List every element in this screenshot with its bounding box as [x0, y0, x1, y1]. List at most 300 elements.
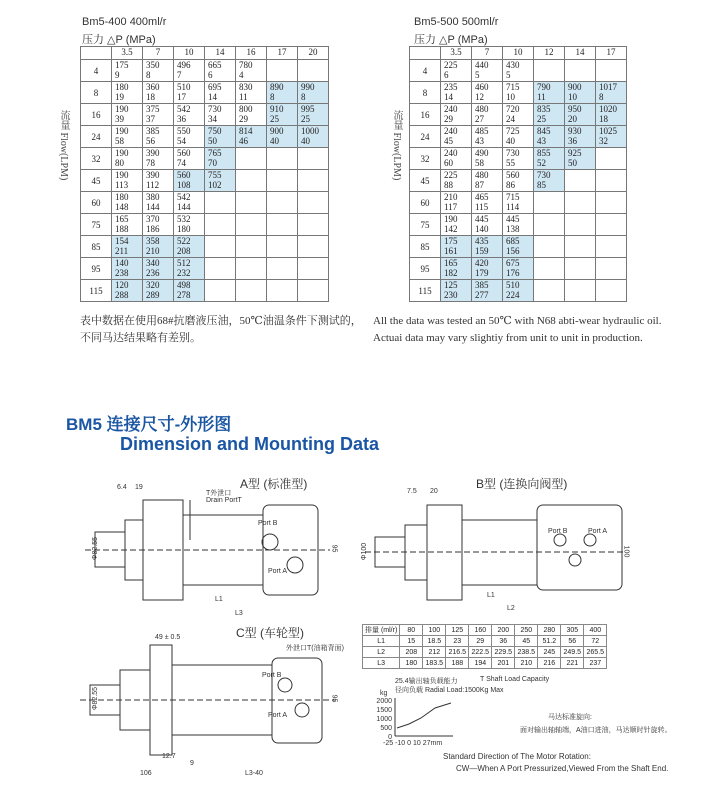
torque-value: 78 [146, 158, 155, 168]
torque-value: 56 [146, 136, 155, 146]
drawing-a-d2: 19 [135, 484, 143, 491]
table-cell [236, 170, 267, 192]
table2-flow-axis: 流量 Flow(LPM) [391, 110, 402, 181]
table-cell [472, 82, 503, 104]
speed-value: 460 [475, 82, 489, 92]
drawing-a-l3: L3 [235, 610, 243, 617]
torque-value: 8 [270, 92, 275, 102]
dim-cell: 229.5 [492, 647, 515, 658]
drawing-c [80, 640, 340, 760]
drawing-c-port-b: Port B [262, 672, 282, 679]
table-row [410, 60, 627, 82]
table-cell [534, 148, 565, 170]
speed-value: 730 [506, 148, 520, 158]
table-cell [441, 236, 472, 258]
drawing-b-title: B型 (连换向阀型) [476, 477, 568, 491]
table-cell [236, 60, 267, 82]
table-cell [441, 126, 472, 148]
speed-value: 765 [208, 148, 222, 158]
caption-cn: 表中数据在使用68#抗磨液压油，50℃油温条件下测试的，不同马达结果略有差别。 [80, 315, 362, 344]
torque-value: 6 [208, 70, 213, 80]
torque-value: 60 [444, 158, 453, 168]
torque-value: 25 [537, 114, 546, 124]
torque-value: 18 [599, 114, 608, 124]
flow-header: 95 [410, 258, 441, 280]
drawing-b-d1: 7.5 [407, 488, 417, 495]
speed-value: 715 [506, 192, 520, 202]
table-cell [112, 214, 143, 236]
table-cell [596, 214, 627, 236]
speed-value: 490 [475, 148, 489, 158]
torque-value: 138 [506, 224, 520, 234]
dim-cell: 51.2 [538, 636, 561, 647]
torque-value: 7 [177, 70, 182, 80]
speed-value: 140 [115, 258, 129, 268]
drawing-a-dia: Φ82.55 [92, 536, 100, 561]
table-cell [596, 192, 627, 214]
table-row [410, 192, 627, 214]
table-cell [503, 258, 534, 280]
torque-value: 29 [444, 114, 453, 124]
load-x-tick: 0 [407, 740, 412, 747]
speed-value: 845 [537, 126, 551, 136]
speed-value: 1020 [599, 104, 617, 114]
table-cell [503, 192, 534, 214]
torque-value: 182 [444, 268, 458, 278]
torque-value: 238 [115, 268, 129, 278]
speed-value: 512 [177, 258, 191, 268]
table-cell [112, 82, 143, 104]
dim-cell: 216.5 [446, 647, 469, 658]
table-cell [534, 258, 565, 280]
speed-value: 190 [115, 126, 129, 136]
dim-cell: 216 [538, 658, 561, 669]
table-cell [472, 170, 503, 192]
dim-cell: L1 [363, 636, 400, 647]
table-cell [534, 236, 565, 258]
dim-cell: 249.5 [561, 647, 584, 658]
table-row [410, 236, 627, 258]
speed-value: 390 [146, 170, 160, 180]
table-row [81, 126, 329, 148]
dim-cell: 194 [469, 658, 492, 669]
torque-value: 236 [146, 268, 160, 278]
table-cell [534, 170, 565, 192]
table-row [410, 258, 627, 280]
speed-value: 830 [239, 82, 253, 92]
table-cell [174, 192, 205, 214]
dim-cell: 221 [561, 658, 584, 669]
speed-value: 350 [146, 60, 160, 70]
dim-row [363, 647, 607, 658]
drawing-b-l1: L1 [487, 592, 495, 599]
torque-value: 210 [146, 246, 160, 256]
speed-value: 190 [115, 148, 129, 158]
torque-value: 87 [475, 180, 484, 190]
table-cell [472, 214, 503, 236]
table-cell [472, 280, 503, 302]
torque-value: 37 [146, 114, 155, 124]
table-cell [565, 280, 596, 302]
pressure-header: 10 [174, 47, 205, 60]
table-cell [503, 126, 534, 148]
table-cell [565, 170, 596, 192]
torque-value: 32 [599, 136, 608, 146]
table-cell [143, 192, 174, 214]
flow-header: 85 [81, 236, 112, 258]
load-y-tick: 0 [388, 734, 392, 741]
torque-value: 54 [177, 136, 186, 146]
dim-header: 125 [446, 625, 469, 636]
torque-value: 112 [146, 180, 160, 190]
table-cell [236, 236, 267, 258]
flow-header: 60 [81, 192, 112, 214]
speed-value: 925 [568, 148, 582, 158]
torque-value: 8 [146, 70, 151, 80]
table-cell [143, 280, 174, 302]
speed-value: 125 [444, 280, 458, 290]
torque-value: 102 [208, 180, 222, 190]
table-cell [596, 258, 627, 280]
torque-value: 208 [177, 246, 191, 256]
torque-value: 45 [444, 136, 453, 146]
torque-value: 159 [475, 246, 489, 256]
torque-value: 46 [239, 136, 248, 146]
speed-value: 225 [444, 170, 458, 180]
flow-header: 8 [81, 82, 112, 104]
torque-value: 6 [444, 70, 449, 80]
speed-value: 750 [208, 126, 222, 136]
dim-row [363, 636, 607, 647]
table-cell [205, 236, 236, 258]
table-cell [143, 214, 174, 236]
table-cell [236, 280, 267, 302]
speed-value: 485 [475, 126, 489, 136]
table-cell [174, 82, 205, 104]
table-cell [596, 280, 627, 302]
speed-value: 435 [475, 236, 489, 246]
table2-pressure-label: 压力 △P (MPa) [414, 34, 488, 46]
speed-value: 715 [506, 82, 520, 92]
torque-value: 27 [475, 114, 484, 124]
table-cell [298, 104, 329, 126]
table-cell [441, 280, 472, 302]
table-cell [441, 148, 472, 170]
speed-value: 930 [568, 126, 582, 136]
table-cell [267, 214, 298, 236]
dim-header: 250 [515, 625, 538, 636]
torque-value: 140 [475, 224, 489, 234]
torque-value: 55 [506, 158, 515, 168]
table-row [81, 170, 329, 192]
table-row [81, 60, 329, 82]
drawing-c-d4: 106 [140, 770, 152, 777]
dim-header: 280 [538, 625, 561, 636]
table-cell [174, 60, 205, 82]
torque-value: 8 [599, 92, 604, 102]
drawing-c-d5: L3-40 [245, 770, 263, 777]
table-cell [298, 258, 329, 280]
dim-header: 305 [561, 625, 584, 636]
table-row [410, 104, 627, 126]
torque-value: 58 [115, 136, 124, 146]
drawing-c-drain: 外泄口T(油箱背面) [286, 645, 344, 652]
torque-value: 40 [506, 136, 515, 146]
speed-value: 180 [115, 192, 129, 202]
torque-value: 25 [270, 114, 279, 124]
speed-value: 695 [208, 82, 222, 92]
table-cell [441, 214, 472, 236]
speed-value: 440 [475, 60, 489, 70]
flow-header: 32 [81, 148, 112, 170]
speed-value: 1025 [599, 126, 617, 136]
speed-value: 175 [444, 236, 458, 246]
speed-value: 995 [301, 104, 315, 114]
speed-value: 730 [537, 170, 551, 180]
load-x-tick: -25 [383, 740, 394, 747]
table-cell [205, 104, 236, 126]
speed-value: 165 [444, 258, 458, 268]
table-cell [143, 236, 174, 258]
dim-cell: 245 [538, 647, 561, 658]
drawing-b-port-b: Port B [548, 528, 568, 535]
speed-value: 550 [177, 126, 191, 136]
flow-header: 60 [410, 192, 441, 214]
load-y-tick: 1500 [376, 707, 392, 714]
speed-value: 358 [146, 236, 160, 246]
speed-value: 910 [270, 104, 284, 114]
table-cell [267, 82, 298, 104]
torque-value: 85 [537, 180, 546, 190]
torque-value: 40 [270, 136, 279, 146]
speed-value: 480 [475, 170, 489, 180]
dim-cell: 210 [515, 658, 538, 669]
table-cell [205, 280, 236, 302]
speed-value: 385 [146, 126, 160, 136]
torque-value: 142 [444, 224, 458, 234]
speed-value: 190 [115, 170, 129, 180]
dim-header: 排量 (ml/r) [363, 625, 400, 636]
speed-value: 730 [208, 104, 222, 114]
table-cell [205, 192, 236, 214]
drawing-c-title: C型 (车轮型) [236, 626, 304, 640]
torque-value: 18 [146, 92, 155, 102]
speed-value: 835 [537, 104, 551, 114]
torque-value: 52 [537, 158, 546, 168]
dim-cell: 212 [423, 647, 446, 658]
load-x-tick: -10 [395, 740, 406, 747]
dim-cell: 29 [469, 636, 492, 647]
load-x-ticks [383, 740, 442, 747]
speed-value: 480 [475, 104, 489, 114]
torque-value: 8 [301, 92, 306, 102]
drawing-c-d1: 49 ± 0.5 [155, 634, 181, 641]
torque-value: 289 [146, 290, 160, 300]
speed-value: 240 [444, 126, 458, 136]
flow-header: 16 [81, 104, 112, 126]
load-y-ticks [372, 697, 392, 742]
table-cell [503, 214, 534, 236]
speed-value: 380 [146, 192, 160, 202]
drawing-c-dia: Φ82.55 [92, 686, 100, 711]
table-cell [267, 258, 298, 280]
table-cell [298, 214, 329, 236]
dim-header: 200 [492, 625, 515, 636]
torque-value: 58 [475, 158, 484, 168]
table-cell [205, 126, 236, 148]
pressure-header: 14 [565, 47, 596, 60]
dim-cell: 238.5 [515, 647, 538, 658]
speed-value: 720 [506, 104, 520, 114]
table-cell [503, 280, 534, 302]
pressure-header: 12 [534, 47, 565, 60]
speed-value: 430 [506, 60, 520, 70]
table-row [81, 148, 329, 170]
table-cell [596, 104, 627, 126]
torque-value: 144 [177, 202, 191, 212]
speed-value: 890 [270, 82, 284, 92]
table-row [81, 258, 329, 280]
flow-header: 32 [410, 148, 441, 170]
torque-value: 20 [568, 114, 577, 124]
table-cell [441, 192, 472, 214]
speed-value: 542 [177, 192, 191, 202]
caption-en: All the data was tested an 50℃ with N68 abti-wear hydraulic oil. Actuai data may vary slightiy from unit to unit in production. [373, 315, 662, 344]
table-cell [534, 82, 565, 104]
dim-row [363, 658, 607, 669]
table-cell [143, 82, 174, 104]
speed-value: 755 [208, 170, 222, 180]
speed-value: 855 [537, 148, 551, 158]
flow-header: 115 [81, 280, 112, 302]
torque-value: 25 [301, 114, 310, 124]
load-x-tick: 27mm [422, 740, 443, 747]
speed-value: 320 [146, 280, 160, 290]
speed-value: 800 [239, 104, 253, 114]
torque-value: 117 [444, 202, 458, 212]
torque-value: 24 [506, 114, 515, 124]
dim-cell: 201 [492, 658, 515, 669]
table-cell [441, 82, 472, 104]
torque-value: 50 [208, 136, 217, 146]
drawing-b-h: 100 [622, 545, 630, 558]
table-cell [596, 170, 627, 192]
speed-value: 360 [146, 82, 160, 92]
table-row [410, 126, 627, 148]
table-cell [174, 126, 205, 148]
table-row [81, 280, 329, 302]
dim-cell: 183.5 [423, 658, 446, 669]
speed-value: 790 [537, 82, 551, 92]
speed-value: 522 [177, 236, 191, 246]
flow-header: 95 [81, 258, 112, 280]
table-cell [112, 148, 143, 170]
flow-header: 8 [410, 82, 441, 104]
table-cell [236, 104, 267, 126]
drawing-b [365, 495, 625, 615]
dim-header: 400 [584, 625, 607, 636]
speed-value: 340 [146, 258, 160, 268]
torque-value: 232 [177, 268, 191, 278]
table-cell [565, 192, 596, 214]
table-cell [236, 148, 267, 170]
table-cell [503, 148, 534, 170]
speed-value: 532 [177, 214, 191, 224]
table-cell [236, 214, 267, 236]
speed-value: 496 [177, 60, 191, 70]
load-y-tick: 2000 [376, 698, 392, 705]
table-cell [143, 104, 174, 126]
table-cell [565, 214, 596, 236]
table-cell [298, 236, 329, 258]
torque-value: 10 [568, 92, 577, 102]
drawing-b-l2: L2 [507, 605, 515, 612]
pressure-header: 7 [472, 47, 503, 60]
torque-value: 29 [239, 114, 248, 124]
dim-cell: 237 [584, 658, 607, 669]
pressure-header: 20 [298, 47, 329, 60]
table-cell [596, 236, 627, 258]
speed-value: 385 [475, 280, 489, 290]
flow-header: 75 [81, 214, 112, 236]
table-cell [143, 170, 174, 192]
speed-value: 1017 [599, 82, 617, 92]
dim-cell: 188 [446, 658, 469, 669]
table-cell [143, 126, 174, 148]
table-cell [205, 60, 236, 82]
performance-table-400 [80, 46, 329, 302]
torque-value: 224 [506, 290, 520, 300]
table-row [410, 280, 627, 302]
table-cell [298, 126, 329, 148]
torque-value: 36 [177, 114, 186, 124]
table-cell [267, 280, 298, 302]
torque-value: 50 [568, 158, 577, 168]
torque-value: 34 [208, 114, 217, 124]
speed-value: 375 [146, 104, 160, 114]
table-cell [596, 60, 627, 82]
table-cell [472, 60, 503, 82]
table-cell [472, 192, 503, 214]
table-cell [441, 60, 472, 82]
speed-value: 175 [115, 60, 129, 70]
torque-value: 4 [239, 70, 244, 80]
table-cell [298, 148, 329, 170]
dim-cell: 45 [515, 636, 538, 647]
table2 [409, 46, 627, 302]
table-cell [503, 170, 534, 192]
speed-value: 180 [115, 82, 129, 92]
speed-value: 900 [568, 82, 582, 92]
torque-value: 74 [177, 158, 186, 168]
table-cell [205, 170, 236, 192]
torque-value: 176 [506, 268, 520, 278]
table-cell [472, 126, 503, 148]
speed-value: 685 [506, 236, 520, 246]
torque-value: 211 [115, 246, 129, 256]
table-cell [205, 214, 236, 236]
table-cell [503, 236, 534, 258]
speed-value: 780 [239, 60, 253, 70]
table-row [410, 170, 627, 192]
pressure-header: 10 [503, 47, 534, 60]
table-cell [565, 82, 596, 104]
table-cell [267, 192, 298, 214]
table-cell [472, 104, 503, 126]
flow-header: 24 [410, 126, 441, 148]
table-row [410, 148, 627, 170]
table-cell [267, 104, 298, 126]
